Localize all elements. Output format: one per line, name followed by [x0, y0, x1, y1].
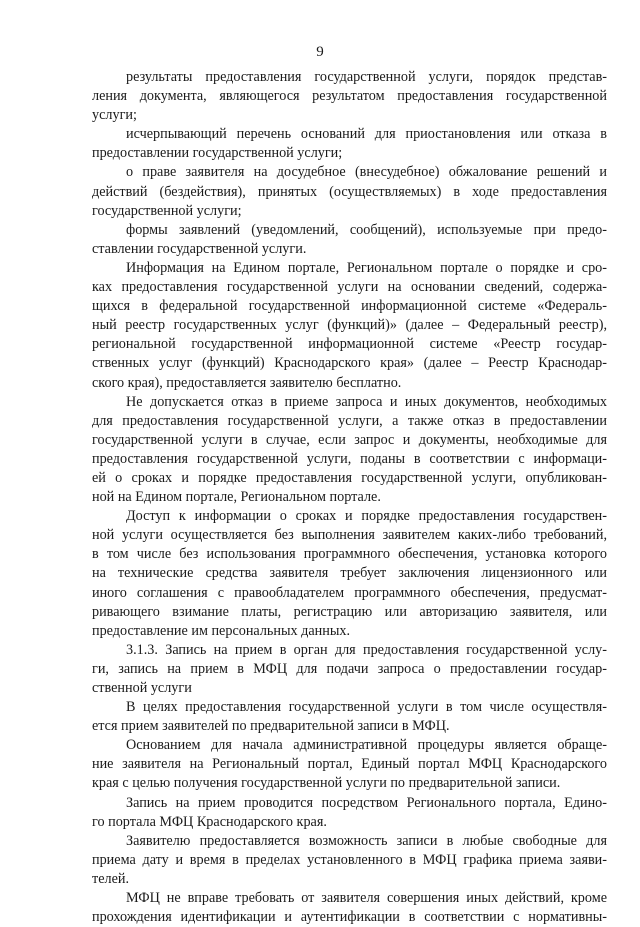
text-line: прохождения идентификации и аутентификации в соответствии с нормативны- [92, 909, 607, 926]
text-line: ривающего взимание платы, регистрацию или авторизацию заявителя, или [92, 603, 607, 620]
text-line: ние заявителя на Региональный портал, Единый портал МФЦ Краснодарского [92, 756, 607, 773]
text-line: ной на Едином портале, Региональном портале. [92, 489, 381, 506]
text-line: ственных услуг (функций) Краснодарского края» (далее – Реестр Краснодар- [92, 355, 607, 372]
text-line: результаты предоставления государственной услуги, порядок представ- [126, 69, 607, 85]
text-line: ей о сроках и порядке предоставления государственной услуги, опубликован- [92, 469, 607, 486]
text-line: государственной услуги; [92, 202, 242, 219]
text-line: края с целью получения государственной услуги по предварительной записи. [92, 775, 561, 792]
text-line: ственной услуги [92, 680, 192, 696]
text-line: в том числе без использования программного обеспечения, установка которого [92, 546, 607, 563]
text-line: на технические средства заявителя требует заключения лицензионного или [92, 565, 607, 582]
text-line: предоставления государственной услуги, поданы в соответствии с информаци- [92, 450, 607, 467]
page-number: 9 [316, 44, 324, 60]
text-line: ского края), предоставляется заявителю бесплатно. [92, 374, 402, 391]
text-line: ный реестр государственных услуг (функций)» (далее – Федеральный реестр), [92, 317, 607, 334]
text-line: ках предоставления государственной услуги на основании сведений, содержа- [92, 279, 607, 296]
text-line: действий (бездействия), принятых (осуществляемых) в ходе предоставления [92, 183, 607, 200]
text-line: МФЦ не вправе требовать от заявителя совершения иных действий, кроме [126, 890, 607, 907]
text-line: предоставлении государственной услуги; [92, 145, 343, 162]
text-line: ется прием заявителей по предварительной записи в МФЦ. [92, 718, 450, 735]
text-line: услуги; [92, 107, 137, 124]
text-line: Основанием для начала административной процедуры является обраще- [126, 737, 607, 754]
text-line: Заявителю предоставляется возможность записи в любые свободные для [126, 832, 607, 849]
text-line: 3.1.3. Запись на прием в орган для предоставления государственной услу- [126, 641, 607, 658]
text-line: го портала МФЦ Краснодарского края. [92, 813, 327, 830]
text-line: В целях предоставления государственной услуги в том числе осуществля- [126, 699, 607, 716]
document-body [92, 68, 607, 927]
text-line: Доступ к информации о сроках и порядке предоставления государствен- [126, 508, 607, 525]
text-line: государственной услуги в случае, если запрос и документы, необходимые для [92, 431, 607, 448]
text-line: ления документа, являющегося результатом предоставления государственной [92, 88, 607, 105]
text-line: иного соглашения с правообладателем программного обеспечения, предусмат- [92, 584, 607, 601]
text-line: для предоставления государственной услуги, а также отказ в предоставлении [92, 412, 607, 429]
text-line: Не допускается отказ в приеме запроса и иных документов, необходимых [126, 393, 607, 410]
text-line: щихся в федеральной государственной информационной системе «Федераль- [92, 298, 607, 315]
text-line: ги, запись на прием в МФЦ для подачи запроса о предоставлении государ- [92, 660, 607, 677]
text-line: приема дату и время в пределах установленного в МФЦ графика приема заяви- [92, 851, 607, 868]
text-line: ной услуги осуществляется без выполнения заявителем каких-либо требований, [92, 527, 607, 544]
text-line: Информация на Едином портале, Региональном портале о порядке и сро- [126, 259, 607, 276]
text-line: предоставление им персональных данных. [92, 622, 351, 639]
text-line: о праве заявителя на досудебное (внесудебное) обжалование решений и [126, 164, 607, 181]
text-line: Запись на прием проводится посредством Регионального портала, Едино- [126, 794, 607, 811]
text-line: региональной государственной информационной системе «Реестр государ- [92, 336, 607, 353]
text-line: формы заявлений (уведомлений, сообщений), используемые при предо- [126, 221, 607, 238]
text-line: ставлении государственной услуги. [92, 240, 307, 257]
text-line: исчерпывающий перечень оснований для приостановления или отказа в [126, 126, 607, 143]
text-line: телей. [92, 870, 130, 887]
